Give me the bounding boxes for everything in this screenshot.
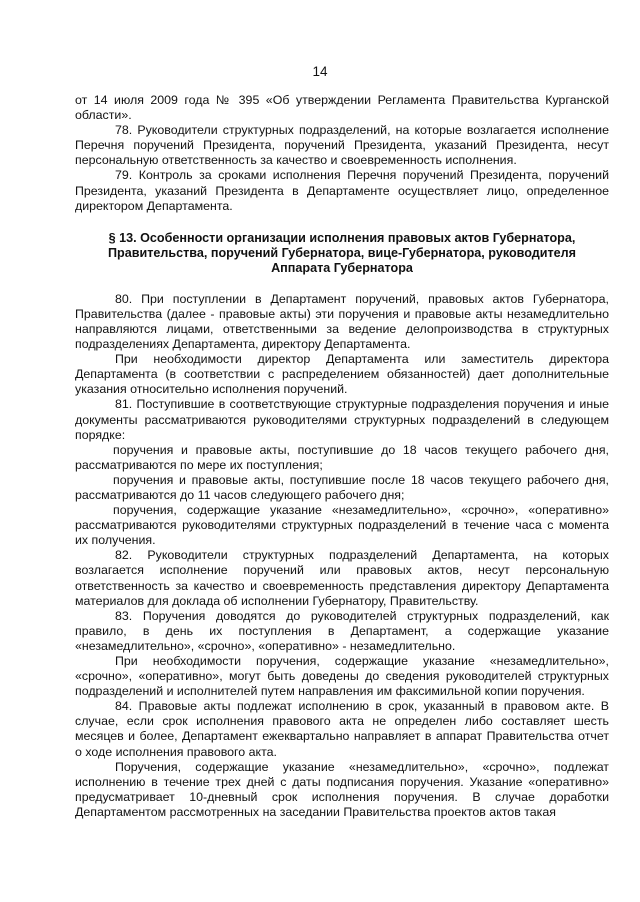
paragraph-80-extra: При необходимости директор Департамента или заместитель директора Департамента (в соответствии с распределением обязанностей) дает дополнительные указания относительно исполнения поручений. — [75, 352, 609, 397]
page-number: 14 — [312, 64, 328, 79]
paragraph-80: 80. При поступлении в Департамент поручений, правовых актов Губернатора, Правительства (далее - правовые акты) эти поручения и правовые акты незамедлительно направляются лицами, ответственными за ведение делопроизводства в структурных подразделениях Департамента, директору Департамента. — [75, 291, 609, 352]
paragraph-83: 83. Поручения доводятся до руководителей структурных подразделений, как правило, в день их поступления в Департамент, а содержащие указание «незамедлительно», «срочно», «оперативно» - незамедлительно. — [75, 608, 609, 653]
paragraph-84-extra: Поручения, содержащие указание «незамедлительно», «срочно», подлежат исполнению в течение трех дней с даты подписания поручения. Указание «оперативно» предусматривает 10-дневный срок исполнения поручения. В случае доработки Департаментом рассмотренных на заседании Правительства проектов актов такая — [75, 759, 609, 819]
paragraph-81-item-3: поручения, содержащие указание «незамедлительно», «срочно», «оперативно» рассматриваются руководителями структурных подразделений в течение часа с момента их получения. — [75, 503, 609, 548]
paragraph-81-item-2: поручения и правовые акты, поступившие после 18 часов текущего рабочего дня, рассматриваются до 11 часов следующего рабочего дня; — [75, 472, 609, 502]
paragraph-84: 84. Правовые акты подлежат исполнению в срок, указанный в правовом акте. В случае, если срок исполнения правового акта не определен либо составляет шесть месяцев и более, Департамент ежеквартально направляет в аппарат Правительства отчет о ходе исполнения правового акта. — [75, 699, 609, 759]
paragraph-79: 79. Контроль за сроками исполнения Перечня поручений Президента, поручений Президента, указаний Президента в Департаменте осуществляет лицо, определенное директором Департамента. — [75, 168, 609, 213]
paragraph-78: 78. Руководители структурных подразделений, на которые возлагается исполнение Перечня поручений Президента, поручений Президента, указаний Президента, несут персональную ответственность за качество и своевременность исполнения. — [75, 123, 609, 168]
paragraph-83-extra: При необходимости поручения, содержащие указание «незамедлительно», «срочно», «оперативно», могут быть доведены до сведения руководителей структурных подразделений и исполнителей путем направления им факсимильной копии поручения. — [75, 654, 609, 699]
paragraph-81-item-1: поручения и правовые акты, поступившие до 18 часов текущего рабочего дня, рассматриваются по мере их поступления; — [75, 442, 609, 472]
paragraph-81: 81. Поступившие в соответствующие структурные подразделения поручения и иные документы рассматриваются руководителями структурных подразделений в следующем порядке: — [75, 397, 609, 442]
section-heading: § 13. Особенности организации исполнения правовых актов Губернатора, Правительства, поручений Губернатора, вице-Губернатора, руководителя Аппарата Губернатора — [107, 230, 577, 275]
paragraph-continuation: от 14 июля 2009 года № 395 «Об утверждении Регламента Правительства Курганской области». — [75, 93, 609, 123]
document-body — [75, 93, 609, 820]
paragraph-82: 82. Руководители структурных подразделений Департамента, на которых возлагается исполнение поручений или правовых актов, несут персональную ответственность за качество и своевременность представления директору Департамента материалов для доклада об исполнении Губернатору, Правительству. — [75, 548, 609, 608]
